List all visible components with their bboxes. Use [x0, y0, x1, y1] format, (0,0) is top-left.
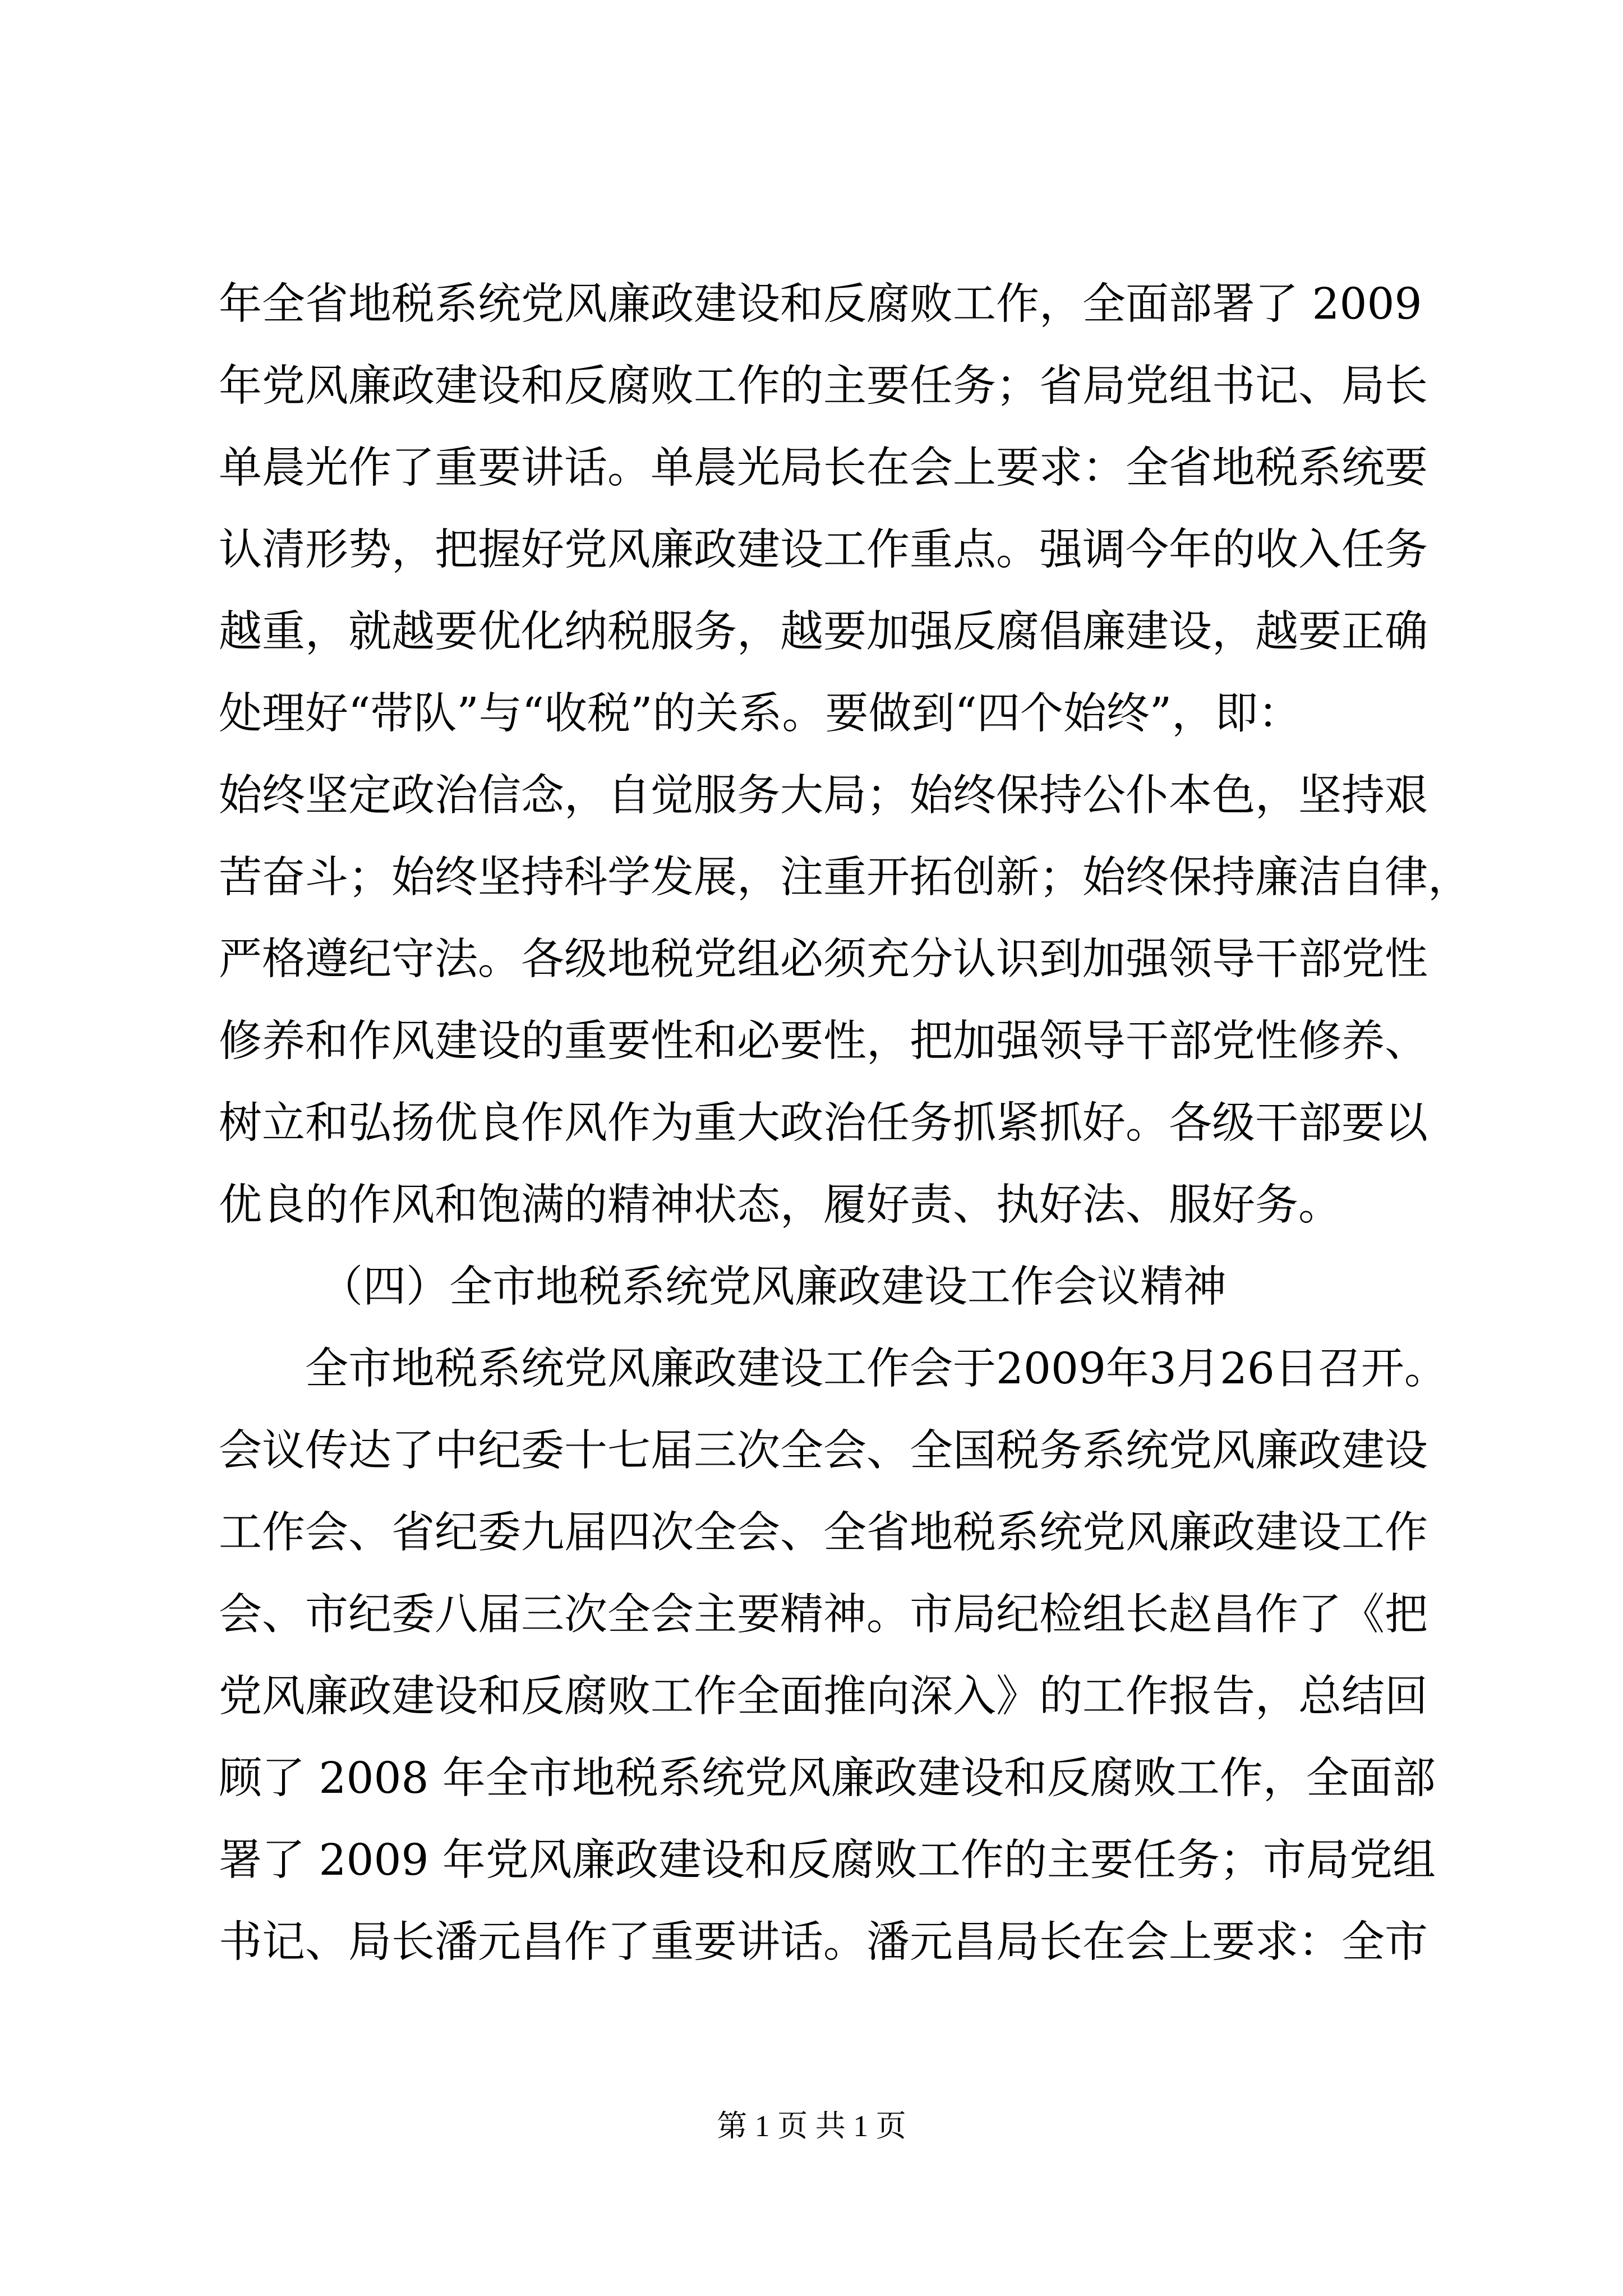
text-line: 越重，就越要优化纳税服务，越要加强反腐倡廉建设，越要正确 — [219, 607, 1428, 657]
text-line: 书记、局长潘元昌作了重要讲话。潘元昌局长在会上要求：全市 — [219, 1917, 1428, 1967]
text-line: 年党风廉政建设和反腐败工作的主要任务；省局党组书记、局长 — [219, 361, 1428, 411]
text-line: 苦奋斗；始终坚持科学发展，注重开拓创新；始终保持廉洁自律， — [219, 853, 1471, 903]
text-line: 单晨光作了重要讲话。单晨光局长在会上要求：全省地税系统要 — [219, 443, 1428, 493]
text-line: 始终坚定政治信念，自觉服务大局；始终保持公仆本色，坚持艰 — [219, 771, 1428, 821]
text-line: 会议传达了中纪委十七届三次全会、全国税务系统党风廉政建设 — [219, 1426, 1428, 1476]
text-line: 认清形势，把握好党风廉政建设工作重点。强调今年的收入任务 — [219, 525, 1428, 575]
text-line: 全市地税系统党风廉政建设工作会于2009年3月26日召开。 — [305, 1344, 1447, 1394]
page-footer: 第 1 页 共 1 页 — [717, 2109, 906, 2143]
text-line: 署了 2009 年党风廉政建设和反腐败工作的主要任务；市局党组 — [219, 1835, 1436, 1885]
text-line: 工作会、省纪委九届四次全会、全省地税系统党风廉政建设工作 — [219, 1508, 1428, 1558]
text-line: 处理好“带队”与“收税”的关系。要做到“四个始终”，即： — [219, 689, 1302, 739]
text-line: 优良的作风和饱满的精神状态，履好责、执好法、服好务。 — [219, 1180, 1341, 1230]
text-line: 修养和作风建设的重要性和必要性，把加强领导干部党性修养、 — [219, 1016, 1428, 1066]
text-line: 会、市纪委八届三次全会主要精神。市局纪检组长赵昌作了《把 — [219, 1590, 1428, 1640]
section-heading: （四）全市地税系统党风廉政建设工作会议精神 — [320, 1262, 1227, 1312]
text-line: 党风廉政建设和反腐败工作全面推向深入》的工作报告，总结回 — [219, 1672, 1428, 1722]
text-line: 严格遵纪守法。各级地税党组必须充分认识到加强领导干部党性 — [219, 935, 1428, 984]
text-line: 顾了 2008 年全市地税系统党风廉政建设和反腐败工作，全面部 — [219, 1754, 1436, 1803]
document-body — [219, 264, 1471, 1984]
text-line: 年全省地税系统党风廉政建设和反腐败工作，全面部署了 2009 — [219, 279, 1422, 329]
text-line: 树立和弘扬优良作风作为重大政治任务抓紧抓好。各级干部要以 — [219, 1098, 1428, 1148]
